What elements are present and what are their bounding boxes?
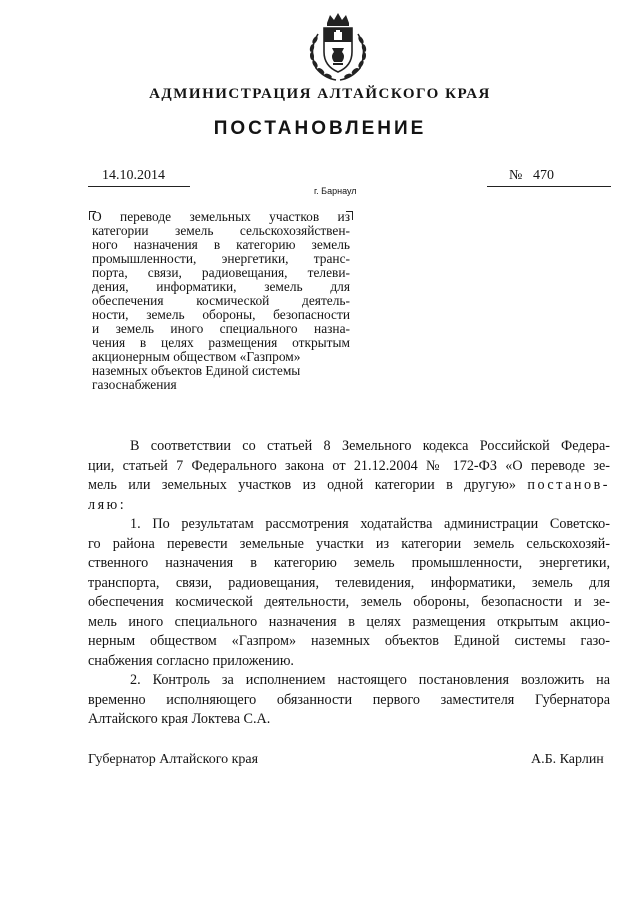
coat-of-arms-icon xyxy=(300,10,376,86)
document-body xyxy=(88,437,610,730)
subject-line: и земель иного специального назна- xyxy=(92,321,350,336)
preamble-paragraph xyxy=(88,437,610,515)
body-line: 2. Контроль за исполнением настоящего постановления возложить на xyxy=(130,672,610,688)
number-field xyxy=(487,167,611,187)
subject-line: акционерным обществом «Газпром» xyxy=(92,349,301,364)
subject-line: дения, информатики, земель для xyxy=(92,279,350,294)
body-line: В соответствии со статьей 8 Земельного кодекса Российской Федера- xyxy=(130,438,610,454)
decree-word-end: ляю: xyxy=(88,496,127,513)
body-line-text: мель или земельных участков из одной категории в другую» xyxy=(88,477,516,493)
body-line: ции, статьей 7 Федерального закона от 21.12.2004 № 172-ФЗ «О переводе зе- xyxy=(88,457,610,474)
item-2-paragraph xyxy=(88,671,610,730)
subject-line: категории земель сельскохозяйствен- xyxy=(92,223,350,238)
body-line: временно исполняющего обязанности первого заместителя Губернатора xyxy=(88,691,610,708)
subject-line: ности, земель обороны, безопасности xyxy=(92,307,350,322)
body-line xyxy=(88,476,610,496)
item-1-paragraph xyxy=(88,515,610,671)
body-line: го района перевести земельные участки из категории земель сельскохозяй- xyxy=(88,535,610,552)
body-line: нерным обществом «Газпром» наземных объектов Единой системы газо- xyxy=(88,633,610,649)
document-number: 470 xyxy=(533,168,554,183)
body-line: обеспечения космической деятельности, земель обороны, безопасности и зе- xyxy=(88,594,610,610)
organization-title: АДМИНИСТРАЦИЯ АЛТАЙСКОГО КРАЯ xyxy=(149,86,491,102)
body-line: 1. По результатам рассмотрения ходатайства администрации Советско- xyxy=(130,516,610,532)
body-line: Алтайского края Локтева С.А. xyxy=(88,711,271,727)
body-line: снабжения согласно приложению. xyxy=(88,652,294,669)
document-type-title: ПОСТАНОВЛЕНИЕ xyxy=(213,118,427,139)
subject-line: порта, связи, радиовещания, телеви- xyxy=(92,265,350,280)
subject-line: наземных объектов Единой системы xyxy=(92,363,301,378)
body-line: транспорта, связи, радиовещания, телевидения, информатики, земель для xyxy=(88,574,610,591)
signatory-name: А.Б. Карлин xyxy=(531,752,604,767)
date-field xyxy=(88,167,190,187)
city-label: г. Барнаул xyxy=(314,186,357,196)
body-line: мель иного специального назначения в целях размещения открытым акцио- xyxy=(88,613,610,630)
subject-line: газоснабжения xyxy=(92,377,177,392)
subject-line: промышленности, энергетики, транс- xyxy=(92,251,350,266)
document-date: 14.10.2014 xyxy=(102,168,165,183)
signatory-position: Губернатор Алтайского края xyxy=(88,752,259,767)
subject-line: чения в целях размещения открытым xyxy=(92,335,350,350)
body-line: ственного назначения в категорию земель промышленности, энергетики, xyxy=(88,555,610,571)
decree-word: постанов- xyxy=(527,477,610,493)
subject-block xyxy=(92,210,350,392)
subject-line: обеспечения космической деятель- xyxy=(92,293,350,308)
subject-line: ного назначения в категорию земель xyxy=(92,237,350,252)
subject-line: О переводе земельных участков из xyxy=(92,209,350,224)
number-sign: № xyxy=(509,168,523,183)
